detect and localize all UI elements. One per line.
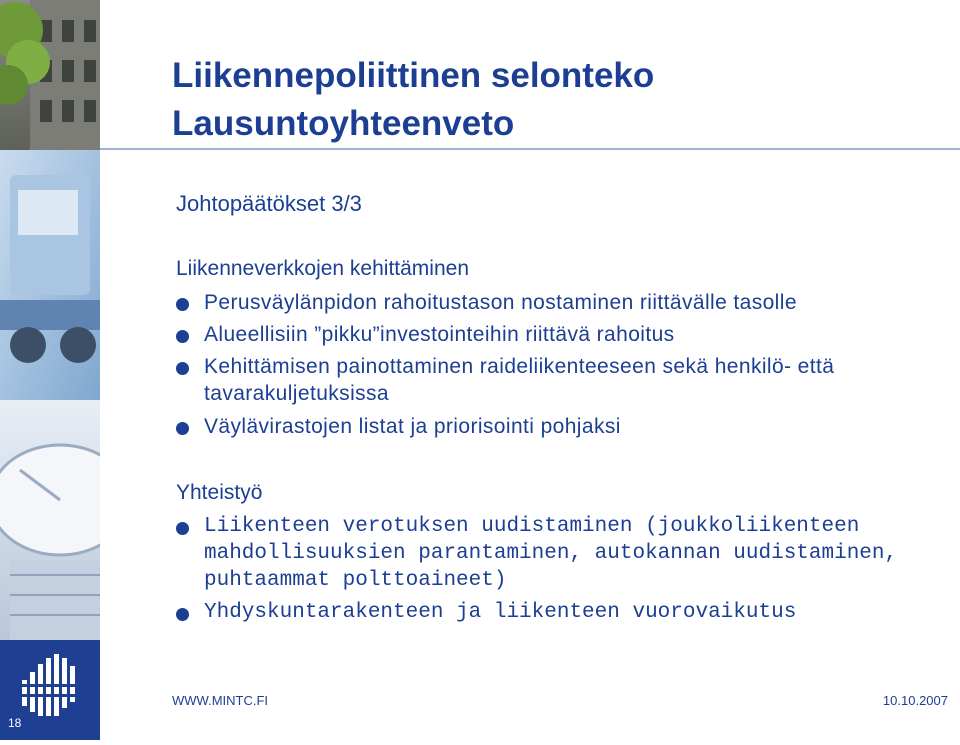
list-item: Yhdyskuntarakenteen ja liikenteen vuorovaikutus [176,599,936,626]
section-heading-cooperation: Yhteistyö [176,481,263,504]
ministry-logo [0,640,100,740]
footer-url: WWW.MINTC.FI [172,693,269,708]
slide-title [172,52,654,148]
title-line-2: Lausuntoyhteenveto [172,104,515,143]
list-item: Perusväylänpidon rahoitustason nostaminen riittävälle tasolle [176,289,946,316]
list-item: Liikenteen verotuksen uudistaminen (joukkoliikenteen mahdollisuuksien parantaminen, autokannan uudistaminen, puhtaammat polttoaineet) [176,513,936,594]
title-divider [100,148,960,150]
photo-collage-icon [0,0,100,640]
list-item: Alueellisiin ”pikku”investointeihin riittävä rahoitus [176,321,946,348]
decorative-photo-strip [0,0,100,640]
slide-subtitle: Johtopäätökset 3/3 [176,191,362,216]
section-heading-networks: Liikenneverkkojen kehittäminen [176,257,470,280]
bullet-list-cooperation [176,513,936,626]
slide-number: 18 [8,716,22,730]
list-item: Kehittämisen painottaminen raideliikenteeseen sekä henkilö- että tavarakuljetuksissa [176,353,946,407]
title-line-1: Liikennepoliittinen selonteko [172,56,655,95]
bullet-list-networks [176,289,946,440]
footer-date: 10.10.2007 [882,693,948,708]
list-item: Väylävirastojen listat ja priorisointi pohjaksi [176,413,946,440]
